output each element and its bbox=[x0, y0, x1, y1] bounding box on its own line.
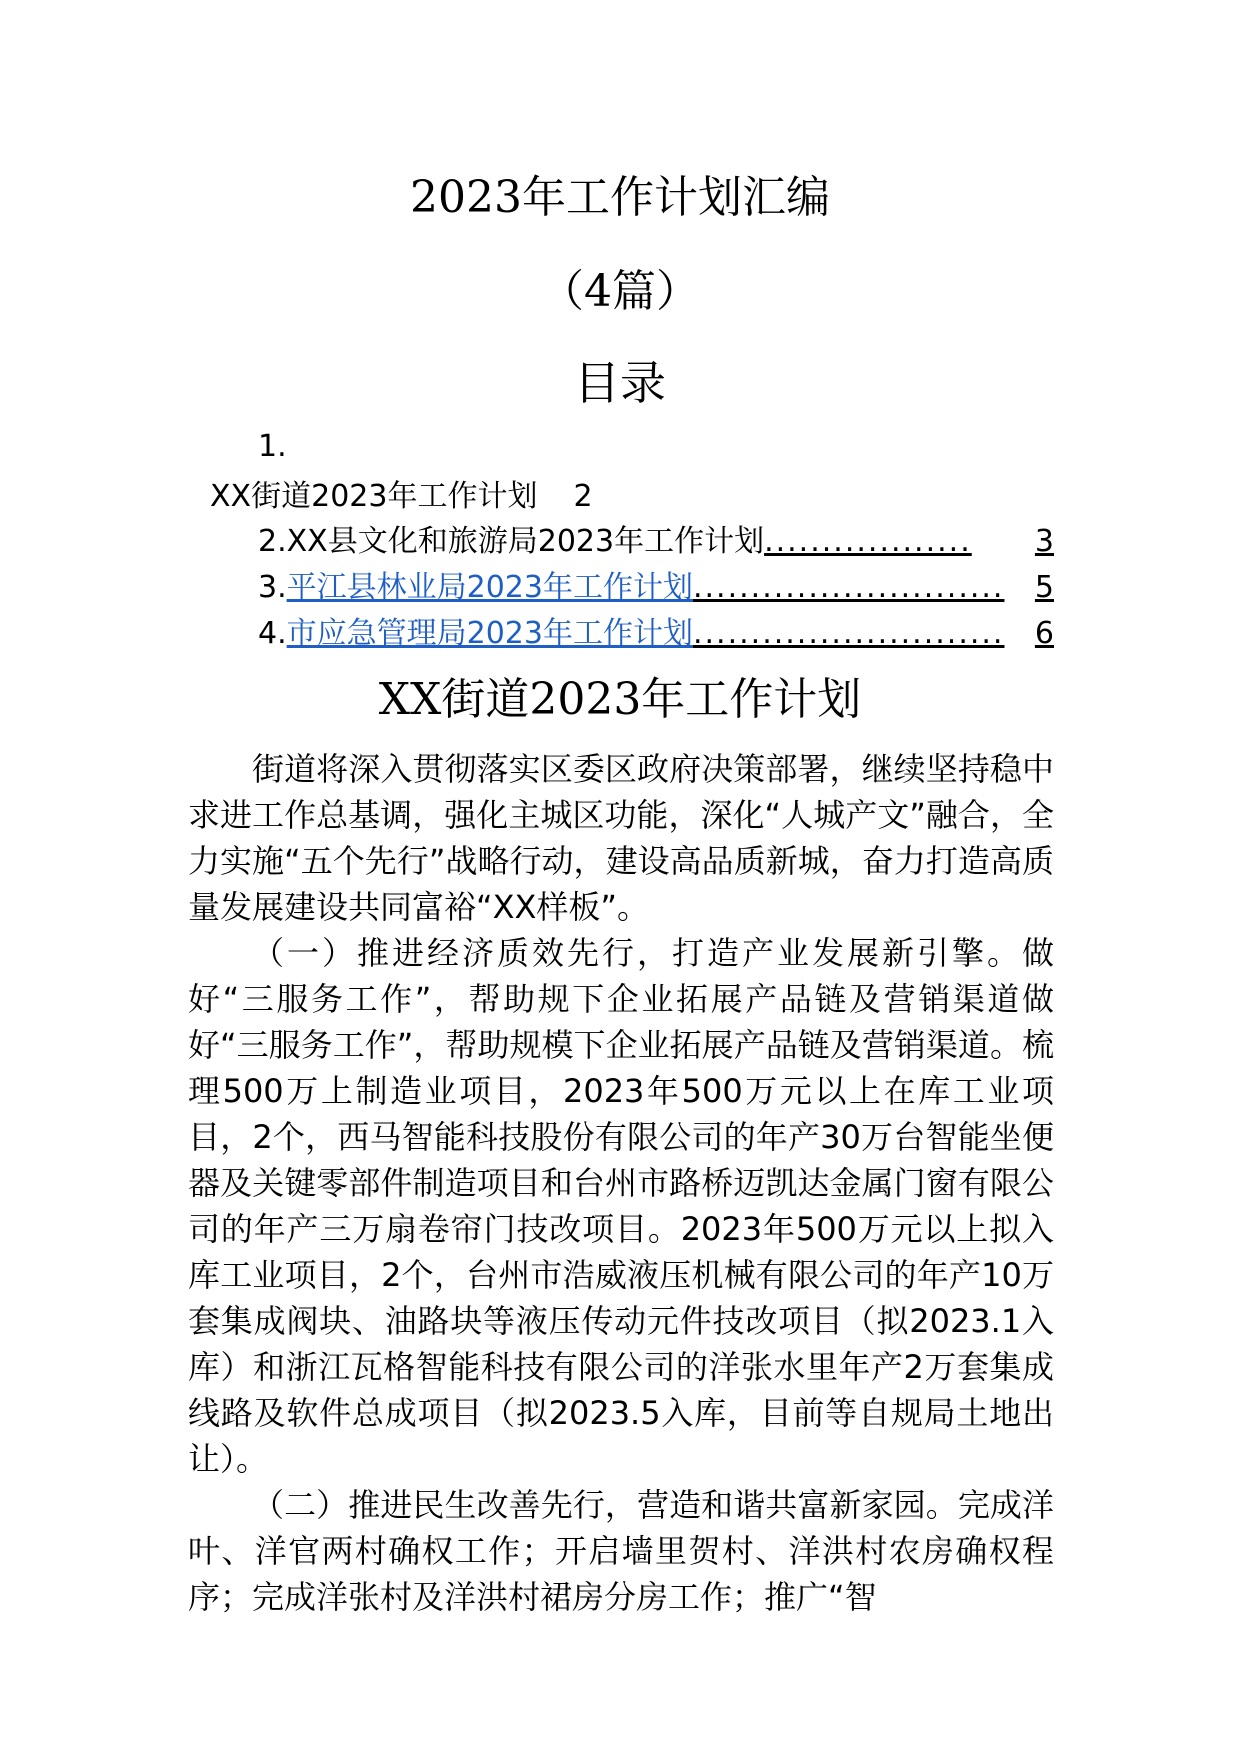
toc-entry-4[interactable] bbox=[258, 612, 1054, 656]
body-paragraph-economy: （一）推进经济质效先行，打造产业发展新引擎。做好“三服务工作”，帮助规下企业拓展产品链及营销渠道做好“三服务工作”，帮助规模下企业拓展产品链及营销渠道。梳理500万上制造业项目，2023年500万元以上在库工业项目，2个，西马智能科技股份有限公司的年产30万台智能坐便器及关键零部件制造项目和台州市路桥迈凯达金属门窗有限公司的年产三万扇卷帘门技改项目。2023年500万元以上拟入库工业项目，2个，台州市浩威液压机械有限公司的年产10万套集成阀块、油路块等液压传动元件技改项目（拟2023.1入库）和浙江瓦格智能科技有限公司的洋张水里年产2万套集成线路及软件总成项目（拟2023.5入库，目前等自规局土地出让）。 bbox=[188, 934, 1054, 1478]
toc-entry-4-leader: ........................... bbox=[692, 616, 1005, 651]
toc-entry-2-page: 3 bbox=[1034, 524, 1054, 559]
toc-entry-4-page: 6 bbox=[1034, 616, 1054, 651]
toc-entry-3-link[interactable]: 平江县林业局2023年工作计划 bbox=[286, 570, 693, 605]
toc-entry-3[interactable] bbox=[258, 566, 1054, 610]
toc-entry-4-number: 4. bbox=[258, 616, 287, 651]
toc-entry-1-number: 1. bbox=[258, 429, 287, 464]
toc-entry-1-page: 2 bbox=[573, 479, 593, 514]
toc-entry-3-page: 5 bbox=[1034, 570, 1054, 605]
body-paragraph-livelihood: （二）推进民生改善先行，营造和谐共富新家园。完成洋叶、洋官两村确权工作；开启墙里贺村、洋洪村农房确权程序；完成洋张村及洋洪村裙房分房工作；推广“智 bbox=[188, 1486, 1054, 1616]
document-subtitle: （4篇） bbox=[540, 266, 700, 317]
section-body bbox=[188, 746, 1054, 1620]
document-title: 2023年工作计划汇编 bbox=[410, 172, 830, 223]
toc-entry-3-leader: ........................... bbox=[692, 570, 1005, 605]
toc-heading: 目录 bbox=[574, 356, 666, 410]
toc-entry-2-leader: .................. bbox=[764, 524, 972, 559]
body-paragraph-intro: 街道将深入贯彻落实区委区政府决策部署，继续坚持稳中求进工作总基调，强化主城区功能，深化“人城产文”融合，全力实施“五个先行”战略行动，建设高品质新城，奋力打造高质量发展建设共同富裕“XX样板”。 bbox=[188, 750, 1054, 926]
toc-entry-2-label: XX县文化和旅游局2023年工作计划 bbox=[286, 524, 765, 559]
toc-entry-2-number: 2. bbox=[258, 524, 287, 559]
toc-entry-2[interactable] bbox=[258, 520, 1054, 564]
section-title: XX街道2023年工作计划 bbox=[378, 674, 862, 725]
toc-entry-3-number: 3. bbox=[258, 570, 287, 605]
toc-entry-4-link[interactable]: 市应急管理局2023年工作计划 bbox=[286, 616, 693, 651]
toc-entry-1-label: XX街道2023年工作计划 bbox=[210, 479, 538, 514]
toc-entry-1[interactable] bbox=[210, 475, 593, 519]
